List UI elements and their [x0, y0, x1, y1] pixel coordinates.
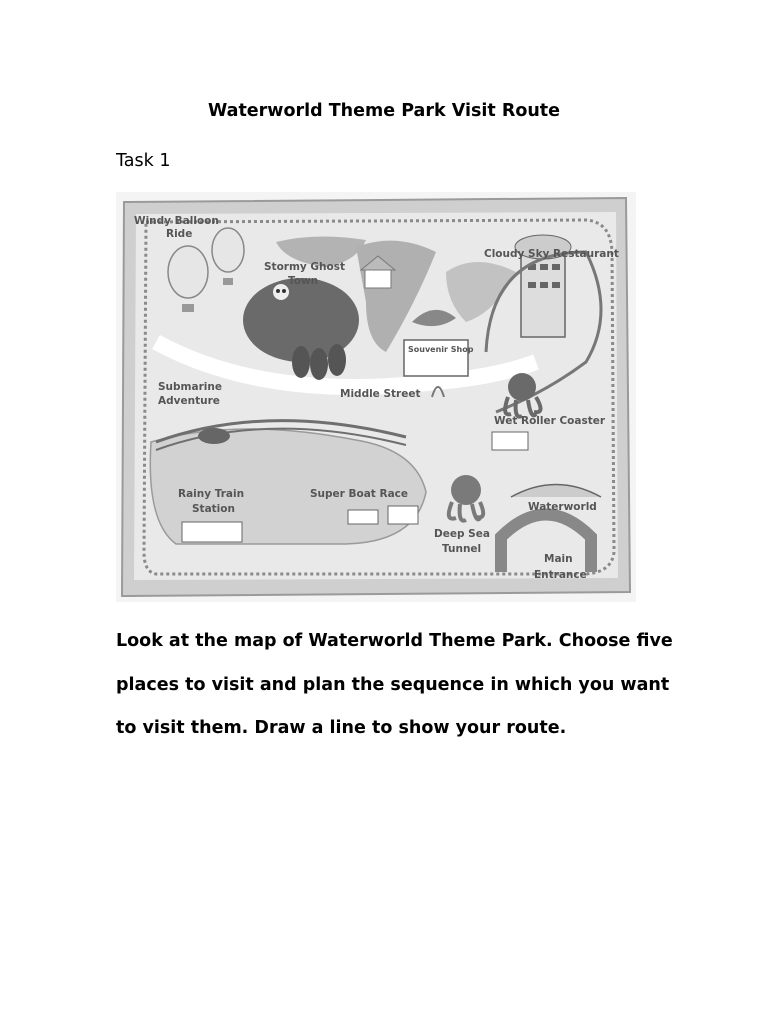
balloon-basket [223, 278, 233, 285]
label-deep-sea-2: Tunnel [442, 543, 482, 555]
submarine-icon [198, 428, 230, 444]
label-rainy-train: Rainy Train [178, 488, 245, 500]
wet-roller-building [492, 432, 528, 450]
label-stormy-ghost: Stormy Ghost [264, 261, 345, 273]
label-middle-street: Middle Street [340, 388, 421, 400]
task-instructions: Look at the map of Waterworld Theme Park. Choose five places to visit and plan the sequence in which you want to visit them. Draw a line to show your route. [116, 631, 673, 738]
label-cloudy-sky: Cloudy Sky Restaurant [484, 248, 619, 260]
label-waterworld-sign: Waterworld [528, 501, 597, 513]
label-rainy-train-2: Station [192, 503, 235, 515]
label-submarine-2: Adventure [158, 395, 220, 407]
label-main-entrance-2: Entrance [534, 569, 587, 581]
task-label: Task 1 [116, 151, 171, 171]
label-submarine: Submarine [158, 381, 222, 393]
park-map [116, 192, 636, 602]
label-super-boat: Super Boat Race [310, 488, 409, 500]
label-deep-sea: Deep Sea [434, 528, 490, 540]
label-stormy-ghost-2: Town [288, 275, 319, 287]
label-main-entrance: Main [544, 553, 573, 565]
balloon-icon [212, 228, 244, 272]
skull-icon [273, 284, 289, 300]
train-station-building [182, 522, 242, 542]
page-title: Waterworld Theme Park Visit Route [207, 101, 561, 121]
restaurant-tower [521, 247, 565, 337]
boat-race-hut [388, 506, 418, 524]
label-windy-balloon: Windy Balloon [134, 215, 219, 227]
park-map-illustration [116, 192, 636, 602]
label-souvenir-shop: Souvenir Shop [408, 345, 474, 354]
boat-race-hut [348, 510, 378, 524]
label-windy-balloon-2: Ride [166, 228, 193, 240]
trees [292, 344, 346, 380]
carousel-icon [365, 270, 391, 288]
balloon-basket [182, 304, 194, 312]
balloon-icon [168, 246, 208, 298]
label-wet-roller: Wet Roller Coaster [494, 415, 606, 427]
